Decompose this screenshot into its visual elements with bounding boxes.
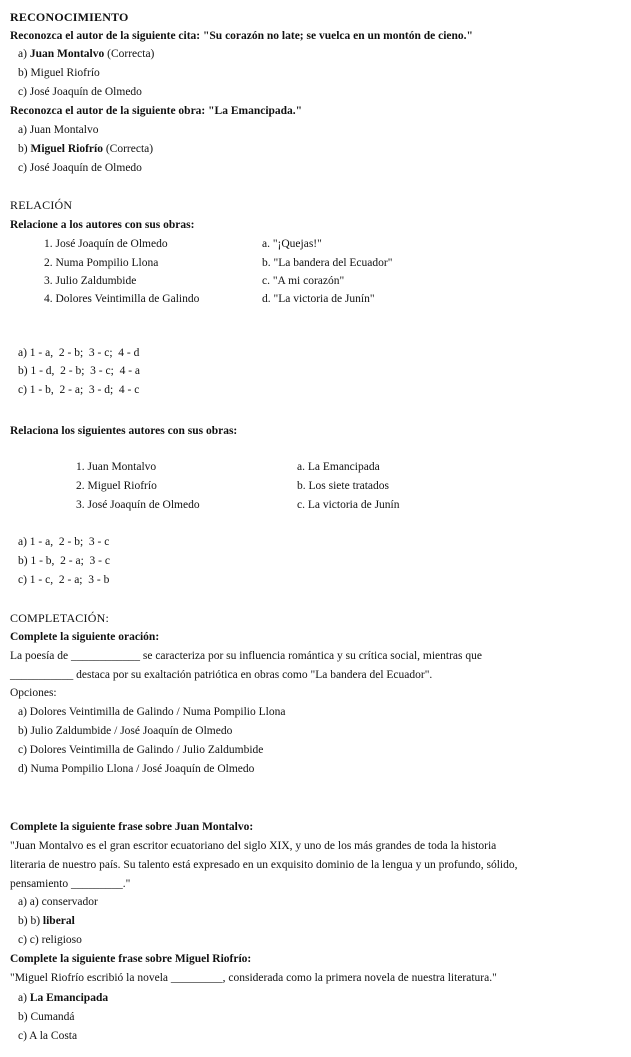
work-item: c. "A mi corazón" — [262, 275, 345, 287]
match-option-a[interactable]: a) 1 - a, 2 - b; 3 - c; 4 - d — [18, 347, 140, 359]
option-q6-a[interactable]: a) a) conservador — [18, 896, 98, 908]
work-item: c. La victoria de Junín — [297, 499, 400, 511]
sentence-line-1: La poesía de ____________ se caracteriza por su influencia romántica y su crítica social, mientras que — [10, 650, 482, 662]
author-item: 2. Numa Pompilio Llona — [44, 257, 159, 269]
paragraph-line-2: literaria de nuestro país. Su talento está expresado en un exquisito dominio de la lengua y un profundo, sólido, — [10, 859, 518, 871]
work-item: a. La Emancipada — [297, 461, 380, 473]
match-option-a[interactable]: a) 1 - a, 2 - b; 3 - c — [18, 536, 110, 548]
option-q5-a[interactable]: a) Dolores Veintimilla de Galindo / Numa Pompilio Llona — [18, 706, 286, 718]
option-q5-c[interactable]: c) Dolores Veintimilla de Galindo / Julio Zaldumbide — [18, 744, 264, 756]
correct-answer: Juan Montalvo — [29, 48, 105, 60]
author-item: 1. José Joaquín de Olmedo — [44, 238, 168, 250]
option-q6-c[interactable]: c) c) religioso — [18, 934, 82, 946]
option-q7-c[interactable]: c) A la Costa — [18, 1030, 78, 1042]
option-q2-c[interactable]: c) José Joaquín de Olmedo — [18, 162, 142, 174]
option-q2-b[interactable] — [18, 142, 153, 156]
match-option-b[interactable]: b) 1 - b, 2 - a; 3 - c — [18, 555, 110, 567]
author-item: 2. Miguel Riofrío — [76, 480, 157, 492]
option-q1-a[interactable] — [18, 47, 154, 61]
author-item: 3. José Joaquín de Olmedo — [76, 499, 200, 511]
question-5: Complete la siguiente oración: — [10, 631, 160, 643]
work-item: a. "¡Quejas!" — [262, 238, 322, 250]
correct-note: (Correcta) — [104, 48, 155, 60]
work-item: b. Los siete tratados — [297, 480, 389, 492]
section-title-reconocimiento: RECONOCIMIENTO — [10, 10, 129, 24]
paragraph-line-1: "Juan Montalvo es el gran escritor ecuatoriano del siglo XIX, y uno de los más grandes de toda la historia — [10, 840, 497, 852]
option-letter: b) b) — [18, 915, 43, 927]
option-q1-b[interactable]: b) Miguel Riofrío — [18, 67, 100, 79]
match-option-c[interactable]: c) 1 - b, 2 - a; 3 - d; 4 - c — [18, 384, 140, 396]
option-letter: b) — [18, 143, 31, 155]
sentence-line-2: ___________ destaca por su exaltación patriótica en obras como "La bandera del Ecuador". — [10, 669, 433, 681]
section-title-completacion: COMPLETACIÓN: — [10, 611, 109, 625]
work-item: d. "La victoria de Junín" — [262, 293, 375, 305]
question-6: Complete la siguiente frase sobre Juan Montalvo: — [10, 821, 254, 833]
paragraph-line-3: pensamiento _________." — [10, 878, 131, 890]
question-4: Relaciona los siguientes autores con sus obras: — [10, 425, 238, 437]
question-1: Reconozca el autor de la siguiente cita: "Su corazón no late; se vuelca en un montón de cieno." — [10, 30, 473, 42]
question-3: Relacione a los autores con sus obras: — [10, 219, 195, 231]
section-title-relacion: RELACIÓN — [10, 198, 73, 212]
author-item: 4. Dolores Veintimilla de Galindo — [44, 293, 200, 305]
correct-answer: La Emancipada — [29, 992, 109, 1004]
option-q5-b[interactable]: b) Julio Zaldumbide / José Joaquín de Olmedo — [18, 725, 233, 737]
option-q6-b[interactable] — [18, 914, 75, 928]
question-7: Complete la siguiente frase sobre Miguel Riofrío: — [10, 953, 252, 965]
author-item: 3. Julio Zaldumbide — [44, 275, 137, 287]
match-option-b[interactable]: b) 1 - d, 2 - b; 3 - c; 4 - a — [18, 365, 140, 377]
paragraph-line-4: "Miguel Riofrío escribió la novela _________, considerada como la primera novela de nuestra literatura." — [10, 972, 497, 984]
author-item: 1. Juan Montalvo — [76, 461, 157, 473]
work-item: b. "La bandera del Ecuador" — [262, 257, 393, 269]
correct-answer: Miguel Riofrío — [30, 143, 103, 155]
correct-note: (Correcta) — [102, 143, 154, 155]
option-q5-d[interactable]: d) Numa Pompilio Llona / José Joaquín de Olmedo — [18, 763, 255, 775]
option-q1-c[interactable]: c) José Joaquín de Olmedo — [18, 86, 142, 98]
option-letter: a) — [18, 48, 30, 60]
option-letter: a) — [18, 992, 30, 1004]
question-2: Reconozca el autor de la siguiente obra: "La Emancipada." — [10, 105, 303, 117]
option-q7-b[interactable]: b) Cumandá — [18, 1011, 75, 1023]
options-label: Opciones: — [10, 687, 57, 699]
match-option-c[interactable]: c) 1 - c, 2 - a; 3 - b — [18, 574, 110, 586]
correct-answer: liberal — [42, 915, 75, 927]
option-q7-a[interactable] — [18, 991, 108, 1005]
option-q2-a[interactable]: a) Juan Montalvo — [18, 124, 99, 136]
